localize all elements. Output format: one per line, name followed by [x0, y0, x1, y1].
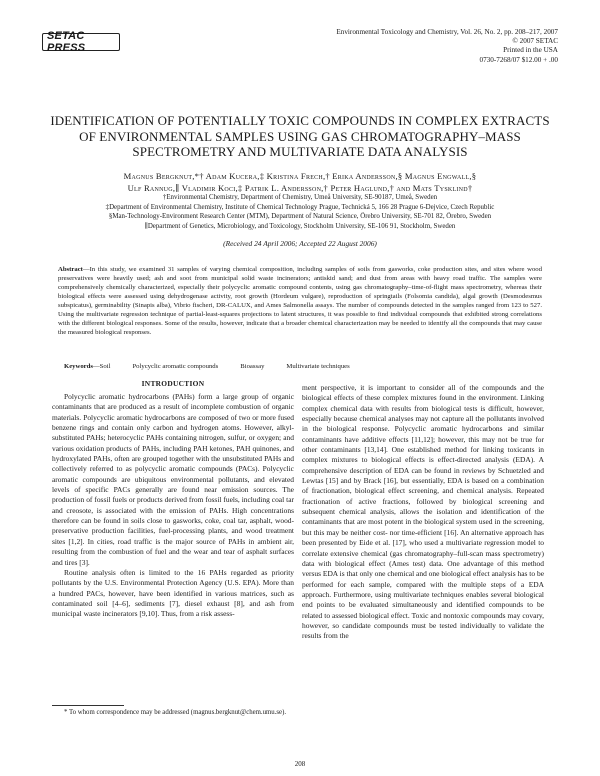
title-line-1: IDENTIFICATION OF POTENTIALLY TOXIC COMPOUNDS IN COMPLEX EXTRACTS: [50, 113, 550, 128]
journal-copyright: © 2007 SETAC: [512, 37, 558, 46]
affiliation-prague: ‡Department of Environmental Chemistry, Institute of Chemical Technology Prague, Technická 5, 166 28 Prague 6-Dejvice, Czech Republic: [105, 203, 495, 211]
authors-line-2: Ulf Rannug,∥ Vladimir Koci,‡ Patrik L. Andersson,† Peter Haglund,† and Mats Tysklind†: [127, 182, 473, 193]
journal-issn: 0730-7268/07 $12.00 + .00: [479, 55, 558, 64]
keyword-multivariate: Multivariate techniques: [286, 363, 350, 370]
received-dates: (Received 24 April 2006; Accepted 22 August 2006): [223, 239, 377, 248]
intro-paragraph-2: Routine analysis often is limited to the 16 PAHs regarded as priority pollutants by the U.S. Environmental Protection Agency (U.S. EPA). More than a hundred PACs, however, have been identified in various matrices, such as contaminated soil [4–6], sediments [7], diesel exhaust [8], and ash from municipal waste incinerators [9,10]. Thus, from a risk assess-: [52, 567, 294, 619]
left-column: [52, 392, 294, 620]
author-list: [40, 171, 560, 194]
affiliation-umea: †Environmental Chemistry, Department of Chemistry, Umeå University, SE-90187, Umeå, Sweden: [162, 194, 438, 201]
abstract-text: —In this study, we examined 31 samples of varying chemical composition, including samples of soils from gasworks, coke production sites, and sites where wood preservatives were heavily used; ash and soot from municipal solid waste incinerators; antiskid sand; and dust from areas with heavy road traffic. The samples were comprehensively chemically characterized, especially their polycyclic aromatic compound contents, using gas chromatography–time-of-flight mass spectrometry, whereas their biological effects were assessed using dehydrogenase activity, root growth (Hordeum vulgare), reproduction of springtails (Folsomia candida), algal growth (Desmodesmus subspicatus), germinability (Sinapis alba), Vibrio fischeri, DR-CALUX, and Ames Salmonella assays. The number of compounds detected in the samples ranged from 123 to 527. Using the multivariate regression technique of partial-least-squares projections to latent structures, it was possible to find individual compounds that exhibited strong correlations with the different biological responses. Some of the results, however, indicate that a broader chemical characterization may be needed to identify all the compounds that may cause the measured biological responses.: [58, 266, 542, 336]
logo-box: [42, 30, 120, 54]
right-paragraph-1: ment perspective, it is important to consider all of the compounds and the biological effects of these complex mixtures found in the environment. Linking complex chemical data with results from biological tests is difficult, however, especially because chemical analyses may not capture all the pollutants involved in the biological response. Polycyclic aromatic hydrocarbons and similar contaminants have additive effects [11,12]; however, this may not be true for other contaminants [13,14]. One established method for linking toxicants in complex mixtures to biological effects is effect-directed analysis (EDA). A comprehensive description of EDA can be found in reviews by Schuetzled and Lewtas [15] and by Brack [16], but essentially, EDA is based on a combination of fractionation, biological effect screening, and chemical analysis. Repeated fractionation of active fractions, followed by biological screening and subsequent chemical analysis, allows the isolation and identification of the contaminants that are most potent in the biological system used in the screening, but this may be neither cost- nor time-efficient [16]. An alternative approach has been presented by Eide et al. [17], who used a multivariate regression model to correlate extensive chemical (gas chromatography–full-scan mass spectrometry) data with biological effect (Ames test) data. One advantage of this method versus EDA is that only one chemical and one biological effect analysis has to be performed for each sample, compared with the multiple steps of a EDA approach. Furthermore, using multivariate techniques enables several biological end points to be evaluated simultaneously and identified compounds to be related to assessed biological effect. Toxic and nontoxic compounds may covary, however, so candidate compounds must be tested individually to validate the results from the: [302, 383, 544, 641]
intro-paragraph-1: Polycyclic aromatic hydrocarbons (PAHs) form a large group of organic contaminants that are produced as a result of incomplete combustion of organic materials. Polycyclic aromatic hydrocarbons are composed of two or more fused benzene rings and contain only carbon and hydrogen atoms. However, alkyl-substituted PAHs; heterocyclic PAHs containing nitrogen, sulfur, or oxygen; and various oxidation products of PAHs, including PAH ketones, PAH quinones, and hydroxylated PAHs, often are grouped together with the unsubstituted PAHs and collectively referred to as polycyclic aromatic compounds (PACs). Polycyclic aromatic compounds are ubiquitous environmental pollutants, and elevated levels of specific PACs generally are found near emission sources. The production of fossil fuels or products derived from fossil fuels, including coal tar and creosote, is associated with the emission of PAHs. High concentrations therefore can be found in soils close to gasworks, coke, coal tar, asphalt, wood-preservative production facilities, fuel-processing plants, and wood treatment sites [1,2]. In cities, road traffic is the major source of PAHs in ambient air, resulting from the combustion of fuel and the wear and tear of asphalt surfaces and tires [3].: [52, 392, 294, 567]
authors-line-1: Magnus Bergknut,*† Adam Kucera,‡ Kristina Frech,† Erika Andersson,§ Magnus Engwall,§: [123, 171, 477, 181]
correspondence-footnote: * To whom correspondence may be addressed (magnus.bergknut@chem.umu.se).: [64, 709, 287, 716]
keyword-bioassay: Bioassay: [240, 363, 265, 370]
logo-text: SETAC PRESS: [47, 30, 86, 54]
affiliation-stockholm: ∥Department of Genetics, Microbiology, and Toxicology, Stockholm University, SE-106 91, Stockholm, Sweden: [144, 222, 456, 230]
right-column: [302, 383, 544, 642]
introduction-heading: INTRODUCTION: [141, 379, 205, 388]
keywords-label: Keywords: [64, 363, 93, 370]
page-number: 208: [294, 760, 306, 768]
title-line-3: SPECTROMETRY AND MULTIVARIATE DATA ANALYSIS: [132, 144, 468, 159]
affiliation-orebro: §Man-Technology-Environment Research Center (MTM), Department of Natural Science, Örebro University, SE-701 82, Örebro, Sweden: [108, 213, 492, 221]
footnote-rule: [52, 705, 124, 706]
title-line-2: OF ENVIRONMENTAL SAMPLES USING GAS CHROMATOGRAPHY–MASS: [79, 128, 521, 144]
affiliations: [30, 193, 570, 231]
keywords: [64, 363, 544, 370]
journal-printed: Printed in the USA: [503, 46, 558, 55]
journal-info: [258, 28, 558, 65]
journal-citation: Environmental Toxicology and Chemistry, Vol. 26, No. 2, pp. 208–217, 2007: [336, 28, 558, 36]
setac-press-logo: [42, 30, 120, 54]
abstract-label: Abstract: [58, 266, 83, 273]
keyword-soil: —Soil: [92, 363, 111, 370]
paper-title: [40, 113, 560, 160]
abstract: [58, 266, 542, 338]
keyword-pac: Polycyclic aromatic compounds: [132, 363, 219, 370]
